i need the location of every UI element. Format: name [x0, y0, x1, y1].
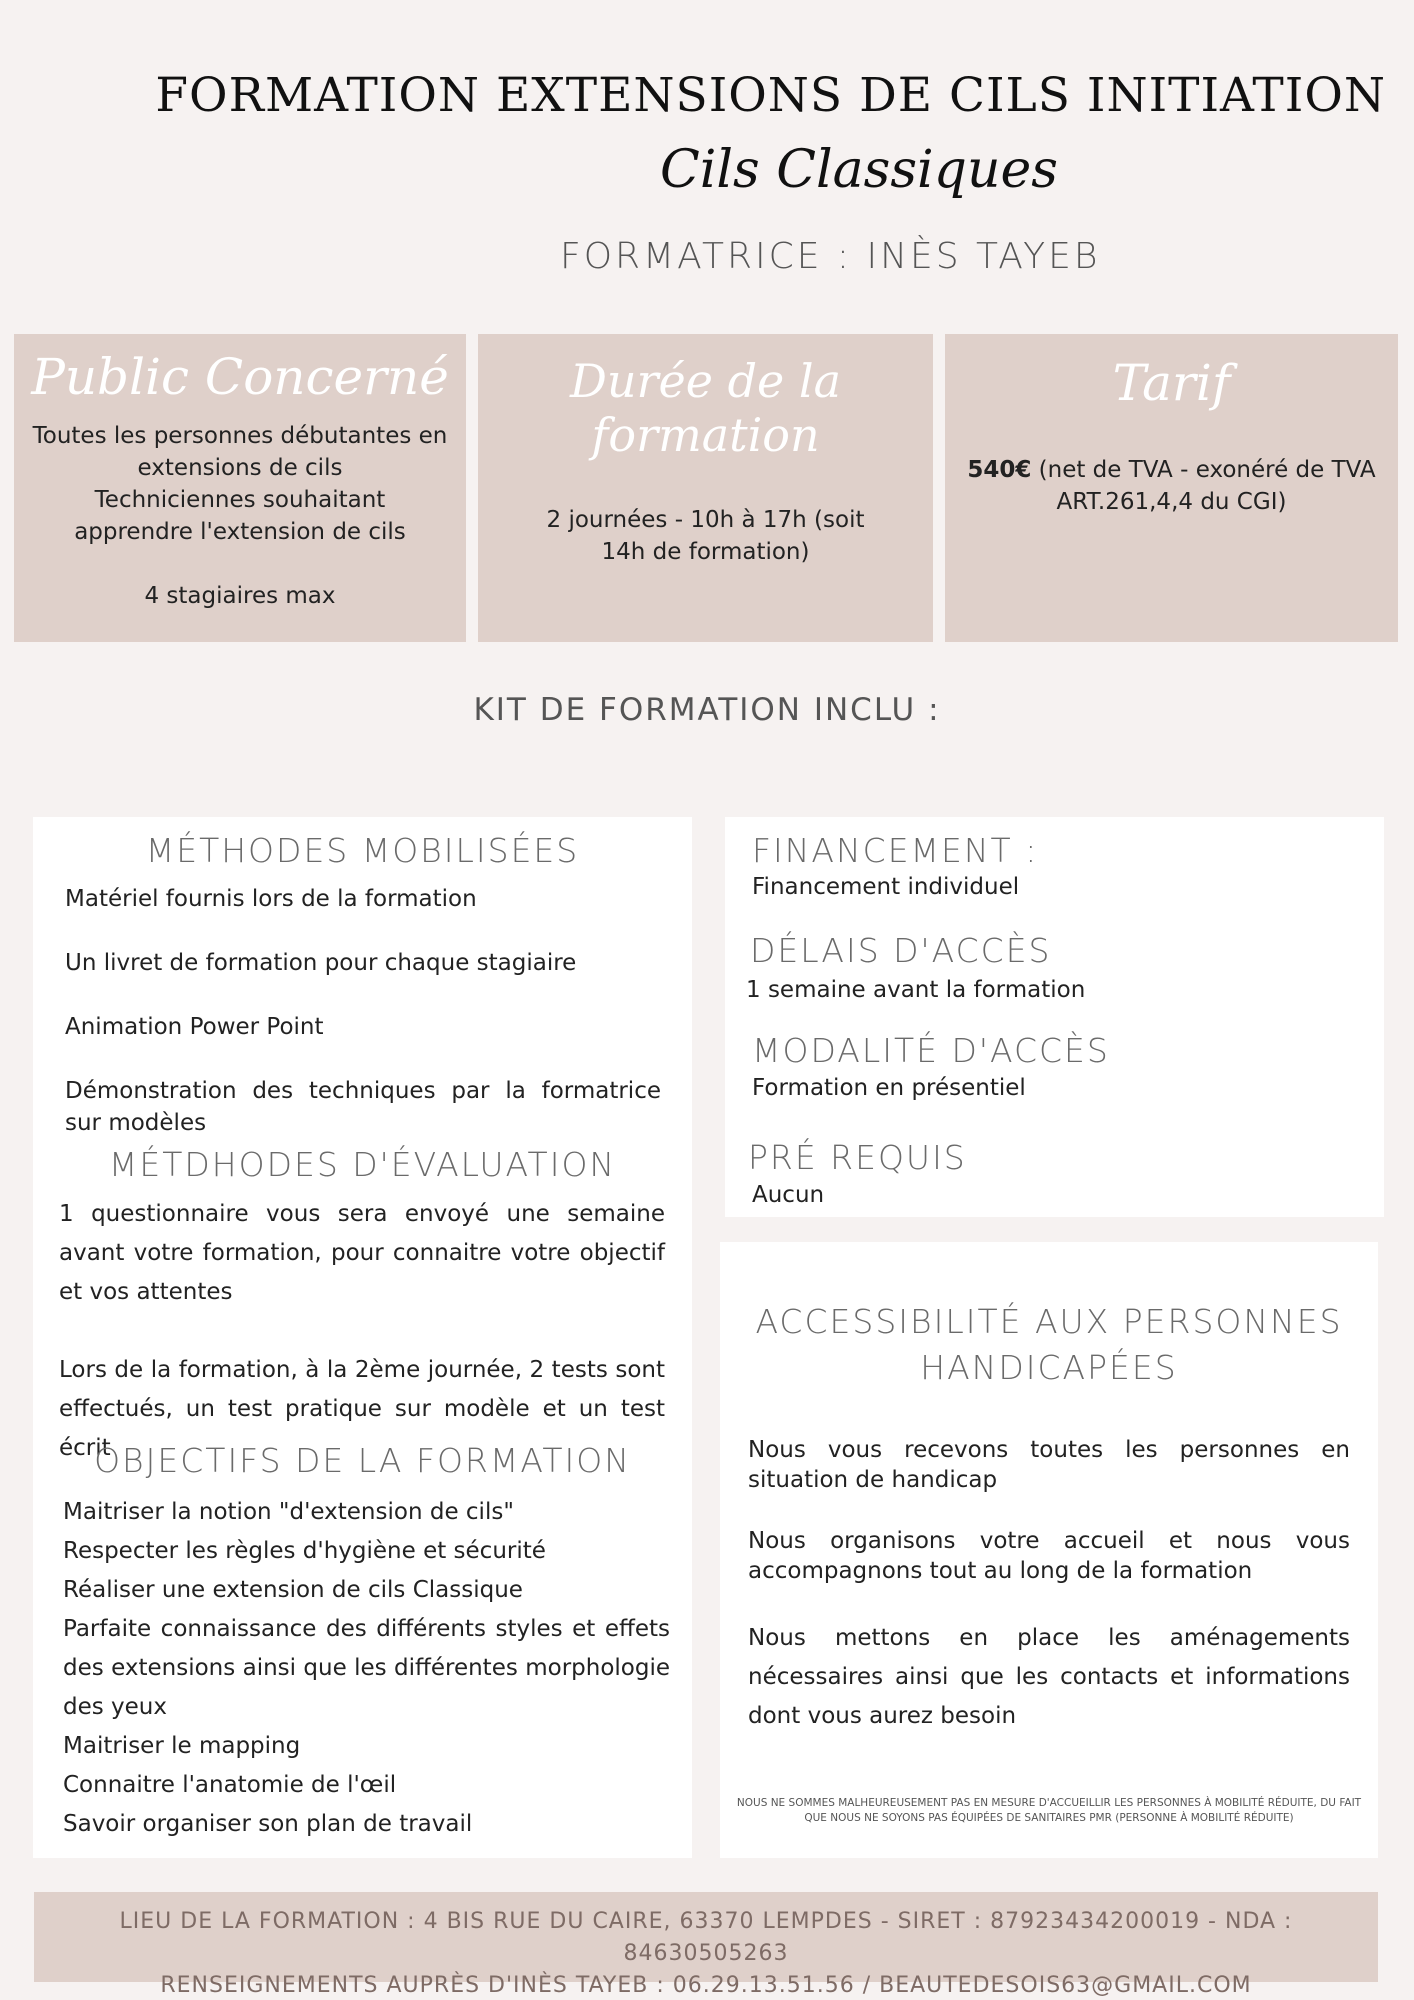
footer — [34, 1892, 1378, 1998]
accessibility-p1: Nous vous recevons toutes les personnes en situation de handicap — [748, 1437, 1350, 1493]
prereq-text: Aucun — [752, 1182, 825, 1208]
prereq-title: PRÉ REQUIS — [748, 1138, 967, 1177]
public-box — [14, 334, 466, 642]
info-panel — [725, 817, 1384, 1217]
price-text: (net de TVA - exonéré de TVA ART.261,4,4 du CGI) — [1031, 457, 1376, 515]
delay-text: 1 semaine avant la formation — [746, 977, 1086, 1003]
footer-contact: RENSEIGNEMENTS AUPRÈS D'INÈS TAYEB : 06.29.13.51.56 / BEAUTEDESOIS63@GMAIL.COM — [160, 1973, 1252, 1998]
public-line-1: Toutes les personnes débutantes en extensions de cils — [32, 423, 448, 481]
footer-address: LIEU DE LA FORMATION : 4 BIS RUE DU CAIRE, 63370 LEMPDES - SIRET : 87923434200019 - NDA : 84630505263 — [119, 1909, 1293, 1966]
trainer-name: FORMATRICE : INÈS TAYEB — [560, 236, 1101, 277]
accessibility-p2: Nous organisons votre accueil et nous vous accompagnons tout au long de la formation — [748, 1528, 1350, 1584]
accessibility-panel — [720, 1242, 1378, 1858]
duration-text: 2 journées - 10h à 17h (soit 14h de formation) — [546, 507, 865, 565]
method-item: Matériel fournis lors de la formation — [65, 886, 477, 912]
price-heading: Tarif — [1112, 354, 1231, 412]
evaluation-title: MÉTDHODES D'ÉVALUATION — [108, 1145, 617, 1184]
delay-title: DÉLAIS D'ACCÈS — [750, 931, 1052, 970]
left-panel — [33, 817, 692, 1858]
objective-item: Savoir organiser son plan de travail — [63, 1811, 473, 1837]
public-heading: Public Concerné — [31, 348, 449, 406]
accessibility-title-line1: ACCESSIBILITÉ AUX PERSONNES — [755, 1302, 1343, 1341]
objective-item: Réaliser une extension de cils Classique — [63, 1577, 523, 1603]
objective-item: Connaitre l'anatomie de l'œil — [63, 1772, 397, 1798]
public-max: 4 stagiaires max — [144, 583, 336, 609]
duration-box — [478, 334, 933, 642]
objective-item: Parfaite connaissance des différents styles et effets des extensions ainsi que les différentes morphologie des yeux — [63, 1616, 670, 1720]
objective-item: Maitriser le mapping — [63, 1733, 301, 1759]
modality-text: Formation en présentiel — [752, 1075, 1026, 1101]
financing-text: Financement individuel — [752, 874, 1020, 900]
page-title: FORMATION EXTENSIONS DE CILS INITIATION — [155, 68, 1386, 123]
kit-title: KIT DE FORMATION INCLU : — [473, 692, 941, 728]
page-subtitle: Cils Classiques — [660, 140, 1058, 200]
price-amount: 540€ — [967, 457, 1032, 483]
method-item: Animation Power Point — [65, 1014, 324, 1040]
objective-item: Maitriser la notion "d'extension de cils" — [63, 1499, 514, 1525]
accessibility-note: NOUS NE SOMMES MALHEUREUSEMENT PAS EN MESURE D'ACCUEILLIR LES PERSONNES À MOBILITÉ RÉDUITE, DU FAIT QUE NOUS NE SOYONS PAS ÉQUIPÉES DE SANITAIRES PMR (PERSONNE À MOBILITÉ RÉDUITE) — [736, 1797, 1362, 1824]
accessibility-title-line2: HANDICAPÉES — [920, 1348, 1178, 1387]
method-item: Démonstration des techniques par la formatrice sur modèles — [65, 1078, 661, 1136]
methods-title: MÉTHODES MOBILISÉES — [145, 831, 580, 870]
public-body — [14, 420, 466, 612]
objective-item: Respecter les règles d'hygiène et sécurité — [63, 1538, 546, 1564]
modality-title: MODALITÉ D'ACCÈS — [752, 1031, 1110, 1070]
method-item: Un livret de formation pour chaque stagiaire — [65, 950, 577, 976]
public-line-2: Techniciennes souhaitant apprendre l'extension de cils — [74, 487, 406, 545]
financing-title: FINANCEMENT : — [752, 831, 1039, 870]
accessibility-p3: Nous mettons en place les aménagements nécessaires ainsi que les contacts et informations dont vous aurez besoin — [748, 1625, 1350, 1729]
duration-heading: Durée de la formation — [570, 354, 841, 462]
objectives-list — [63, 1493, 670, 1844]
objectives-title: OBJECTIFS DE LA FORMATION — [94, 1441, 631, 1480]
evaluation-p1: 1 questionnaire vous sera envoyé une semaine avant votre formation, pour connaitre votre objectif et vos attentes — [59, 1201, 665, 1305]
evaluation-p2: Lors de la formation, à la 2ème journée, 2 tests sont effectués, un test pratique sur modèle et un test écrit — [59, 1357, 665, 1461]
price-body — [945, 454, 1398, 518]
price-box — [945, 334, 1398, 642]
